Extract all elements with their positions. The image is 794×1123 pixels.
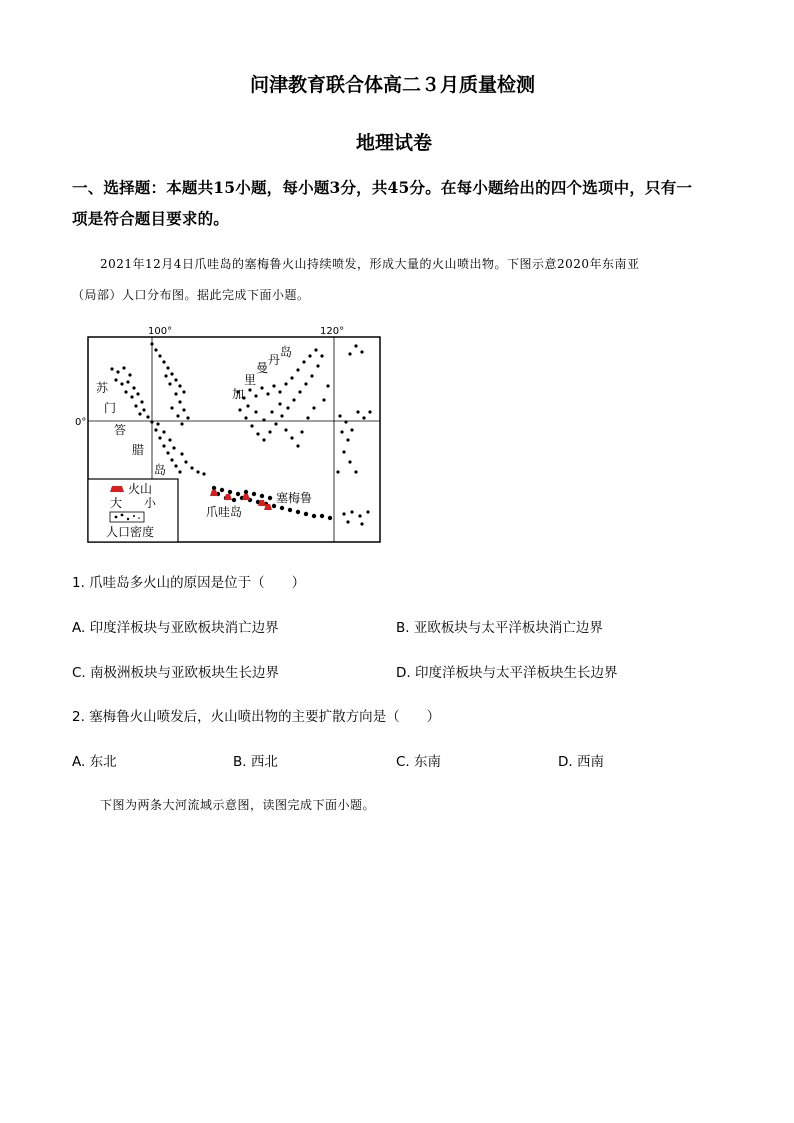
question-2-option-d[interactable]: D. 西南	[558, 754, 604, 770]
question-2-option-a[interactable]: A. 东北	[72, 754, 117, 770]
sumatra-label-4: 腊	[132, 443, 145, 457]
intro-paragraph-2: 下图为两条大河流域示意图，读图完成下面小题。	[100, 798, 376, 812]
lon-120-label: 120°	[320, 326, 345, 337]
lat-0-label: 0°	[75, 417, 87, 428]
intro-paragraph-line2: （局部）人口分布图。据此完成下面小题。	[72, 288, 310, 302]
java-label: 爪哇岛	[206, 505, 243, 519]
kalimantan-label-4: 丹	[268, 353, 281, 367]
section-heading-line1: 一、选择题：本题共15小题，每小题3分，共45分。在每小题给出的四个选项中，只有一	[72, 178, 693, 197]
question-2-option-b[interactable]: B. 西北	[233, 754, 278, 770]
legend-size-large: 大	[110, 496, 123, 510]
page-subtitle: 地理试卷	[356, 132, 433, 154]
question-2-stem: 2. 塞梅鲁火山喷发后，火山喷出物的主要扩散方向是（ ）	[72, 709, 441, 725]
kalimantan-label-1: 加	[232, 387, 245, 401]
kalimantan-label-5: 岛	[280, 345, 293, 359]
page-title: 问津教育联合体高二３月质量检测	[250, 74, 536, 96]
question-1-option-d[interactable]: D. 印度洋板块与太平洋板块生长边界	[396, 665, 618, 681]
intro-paragraph-line1: 2021年12月4日爪哇岛的塞梅鲁火山持续喷发，形成大量的火山喷出物。下图示意2020年东南亚	[100, 257, 640, 271]
sumatra-label-5: 岛	[154, 463, 167, 477]
question-1-option-c[interactable]: C. 南极洲板块与亚欧板块生长边界	[72, 665, 280, 681]
question-2-option-c[interactable]: C. 东南	[396, 754, 442, 770]
section-heading-line2: 项是符合题目要求的。	[72, 209, 230, 228]
kalimantan-label-3: 曼	[256, 361, 269, 375]
legend-density-label: 人口密度	[106, 525, 155, 539]
legend-volcano-icon	[110, 486, 124, 492]
sumatra-label-2: 门	[104, 401, 117, 415]
question-1-option-a[interactable]: A. 印度洋板块与亚欧板块消亡边界	[72, 620, 279, 636]
kalimantan-label-2: 里	[244, 373, 257, 387]
population-map	[72, 322, 392, 547]
question-1-stem: 1. 爪哇岛多火山的原因是位于（ ）	[72, 575, 306, 591]
question-1-option-b[interactable]: B. 亚欧板块与太平洋板块消亡边界	[396, 620, 603, 636]
legend-volcano-label: 火山	[128, 482, 153, 496]
legend-size-small: 小	[144, 496, 157, 510]
sumatra-label-1: 苏	[96, 381, 109, 395]
lon-100-label: 100°	[148, 326, 173, 337]
semeru-label: 塞梅鲁	[276, 491, 313, 505]
map-legend	[88, 479, 178, 542]
sumatra-label-3: 答	[114, 423, 127, 437]
